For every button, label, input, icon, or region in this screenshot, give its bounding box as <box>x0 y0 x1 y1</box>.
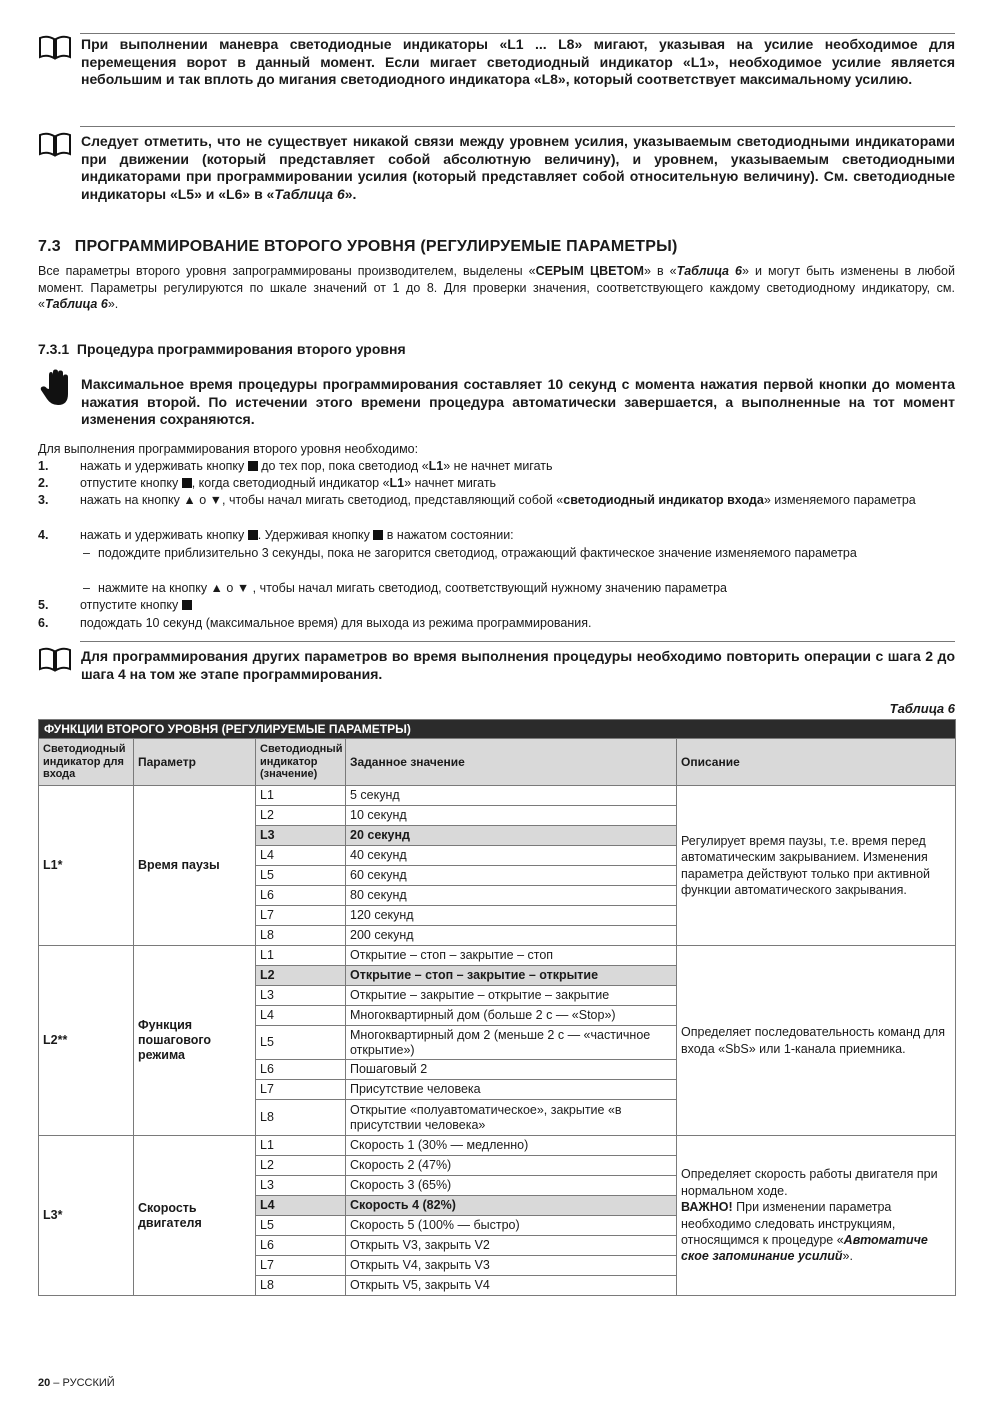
procedure-reference[interactable]: Автоматиче ское запоминание усилий <box>681 1232 928 1264</box>
steps-intro: Для выполнения программирования второго уровня необходимо: <box>38 442 419 456</box>
value-cell: Скорость 5 (100% — быстро) <box>346 1216 677 1236</box>
value-led-cell: L5 <box>256 866 346 886</box>
divider <box>80 641 955 642</box>
value-cell: 10 секунд <box>346 806 677 826</box>
column-header: Светодиодный индикатор для входа <box>39 739 134 786</box>
input-led-cell: L1* <box>39 786 134 946</box>
value-cell: Многоквартирный дом (больше 2 с — «Stop») <box>346 1006 677 1026</box>
book-icon <box>38 132 72 158</box>
value-cell: Открытие – закрытие – открытие – закрытие <box>346 986 677 1006</box>
parameters-table <box>38 719 956 1296</box>
section-paragraph: Все параметры второго уровня запрограммированы производителем, выделены «СЕРЫМ ЦВЕТОМ» в «Таблица 6» и могут быть изменены в любой момент. Параметры регулируются по шкале значений от 1 до 8. Для проверки значения, соответствующего каждому светодиодному индикатору, см. «Таблица 6». <box>38 264 955 311</box>
value-cell: Открыть V3, закрыть V2 <box>346 1236 677 1256</box>
description-cell: Регулирует время паузы, т.е. время перед автоматическим закрыванием. Изменения параметра действуют только при активной функции автоматического закрывания. <box>677 786 956 946</box>
column-header: Параметр <box>134 739 256 786</box>
value-led-cell: L1 <box>256 1136 346 1156</box>
book-icon <box>38 35 72 61</box>
section-heading: 7.3 ПРОГРАММИРОВАНИЕ ВТОРОГО УРОВНЯ (РЕГУЛИРУЕМЫЕ ПАРАМЕТРЫ) <box>38 238 678 255</box>
book-icon <box>38 647 72 673</box>
note-text: Для программирования других параметров во время выполнения процедуры необходимо повторить операции с шага 2 до шага 4 на том же этапе программирования. <box>81 648 955 682</box>
column-header: Описание <box>677 739 956 786</box>
value-led-cell: L1 <box>256 786 346 806</box>
value-led-cell: L6 <box>256 1060 346 1080</box>
description-cell: Определяет последовательность команд для входа «SbS» или 1-канала приемника. <box>677 946 956 1136</box>
table-row <box>39 1136 956 1156</box>
value-cell: 5 секунд <box>346 786 677 806</box>
note-text: Следует отметить, что не существует никакой связи между уровнем усилия, указываемым светодиодными индикаторами при движении (который представляет собой абсолютную величину), и уровнем, указываемым светодиодными индикаторами при программировании усилия (который представляет собой относительную величину). См. светодиодные индикаторы «L5» и «L6» в «Таблица 6». <box>81 133 955 202</box>
divider <box>80 126 955 127</box>
value-cell: Скорость 3 (65%) <box>346 1176 677 1196</box>
page-footer: 20 – РУССКИЙ <box>38 1377 115 1389</box>
value-cell: Скорость 1 (30% — медленно) <box>346 1136 677 1156</box>
value-led-cell: L8 <box>256 1276 346 1296</box>
value-cell: 120 секунд <box>346 906 677 926</box>
value-led-cell: L6 <box>256 886 346 906</box>
language-label: РУССКИЙ <box>62 1377 115 1389</box>
table-caption: Таблица 6 <box>889 701 955 716</box>
value-led-cell: L7 <box>256 1256 346 1276</box>
parameter-cell: Функция пошагового режима <box>134 946 256 1136</box>
table-row <box>39 946 956 966</box>
value-led-cell: L3 <box>256 1176 346 1196</box>
input-led-cell: L2** <box>39 946 134 1136</box>
value-cell: Скорость 2 (47%) <box>346 1156 677 1176</box>
value-cell: 80 секунд <box>346 886 677 906</box>
input-led-cell: L3* <box>39 1136 134 1296</box>
column-header: Светодиодный индикатор (значение) <box>256 739 346 786</box>
table-reference[interactable]: Таблица 6 <box>676 264 742 278</box>
value-cell: 20 секунд <box>346 826 677 846</box>
value-led-cell: L3 <box>256 826 346 846</box>
value-cell: 40 секунд <box>346 846 677 866</box>
value-led-cell: L1 <box>256 946 346 966</box>
value-led-cell: L4 <box>256 846 346 866</box>
divider <box>80 33 955 34</box>
value-led-cell: L4 <box>256 1196 346 1216</box>
value-cell: Пошаговый 2 <box>346 1060 677 1080</box>
value-led-cell: L2 <box>256 806 346 826</box>
column-header: Заданное значение <box>346 739 677 786</box>
value-led-cell: L3 <box>256 986 346 1006</box>
value-cell: Скорость 4 (82%) <box>346 1196 677 1216</box>
value-cell: Открытие – стоп – закрытие – стоп <box>346 946 677 966</box>
value-led-cell: L7 <box>256 1080 346 1100</box>
parameter-cell: Скорость двигателя <box>134 1136 256 1296</box>
table-row <box>39 786 956 806</box>
value-led-cell: L5 <box>256 1216 346 1236</box>
value-led-cell: L2 <box>256 966 346 986</box>
value-cell: Открытие – стоп – закрытие – открытие <box>346 966 677 986</box>
value-cell: Многоквартирный дом 2 (меньше 2 с — «частичное открытие») <box>346 1026 677 1060</box>
description-cell: Определяет скорость работы двигателя при нормальном ходе. ВАЖНО! При изменении параметра необходимо следовать инструкциям, относящимся к процедуре «Автоматиче ское запоминание усилий». <box>677 1136 956 1296</box>
value-cell: Открыть V4, закрыть V3 <box>346 1256 677 1276</box>
table-reference[interactable]: Таблица 6 <box>274 185 345 202</box>
stop-button-icon <box>182 478 192 488</box>
value-led-cell: L8 <box>256 1100 346 1136</box>
value-cell: Открыть V5, закрыть V4 <box>346 1276 677 1296</box>
stop-button-icon <box>248 530 258 540</box>
value-cell: Присутствие человека <box>346 1080 677 1100</box>
value-led-cell: L4 <box>256 1006 346 1026</box>
stop-hand-icon <box>40 369 70 407</box>
subsection-heading: 7.3.1 Процедура программирования второго уровня <box>38 341 406 357</box>
value-led-cell: L8 <box>256 926 346 946</box>
value-cell: Открытие «полуавтоматическое», закрытие «в присутствии человека» <box>346 1100 677 1136</box>
table-title: ФУНКЦИИ ВТОРОГО УРОВНЯ (РЕГУЛИРУЕМЫЕ ПАРАМЕТРЫ) <box>39 720 956 739</box>
stop-button-icon <box>248 461 258 471</box>
note-text: При выполнении маневра светодиодные индикаторы «L1 ... L8» мигают, указывая на усилие необходимое для перемещения ворот в данный момент. Если мигает светодиодный индикатор «L1», необходимое усилие является небольшим и так вплоть до мигания светодиодного индикатора «L8», который соответствует максимальному усилию. <box>81 36 955 88</box>
value-led-cell: L5 <box>256 1026 346 1060</box>
value-led-cell: L7 <box>256 906 346 926</box>
value-cell: 60 секунд <box>346 866 677 886</box>
warning-text: Максимальное время процедуры программирования составляет 10 секунд с момента нажатия первой кнопки до момента нажатия второй. По истечении этого времени процедура автоматически завершается, а выполненные на тот момент изменения сохраняются. <box>81 376 955 428</box>
value-led-cell: L6 <box>256 1236 346 1256</box>
page-number: 20 <box>38 1377 51 1389</box>
parameter-cell: Время паузы <box>134 786 256 946</box>
value-cell: 200 секунд <box>346 926 677 946</box>
stop-button-icon <box>373 530 383 540</box>
value-led-cell: L2 <box>256 1156 346 1176</box>
table-reference[interactable]: Таблица 6 <box>44 297 108 311</box>
stop-button-icon <box>182 600 192 610</box>
